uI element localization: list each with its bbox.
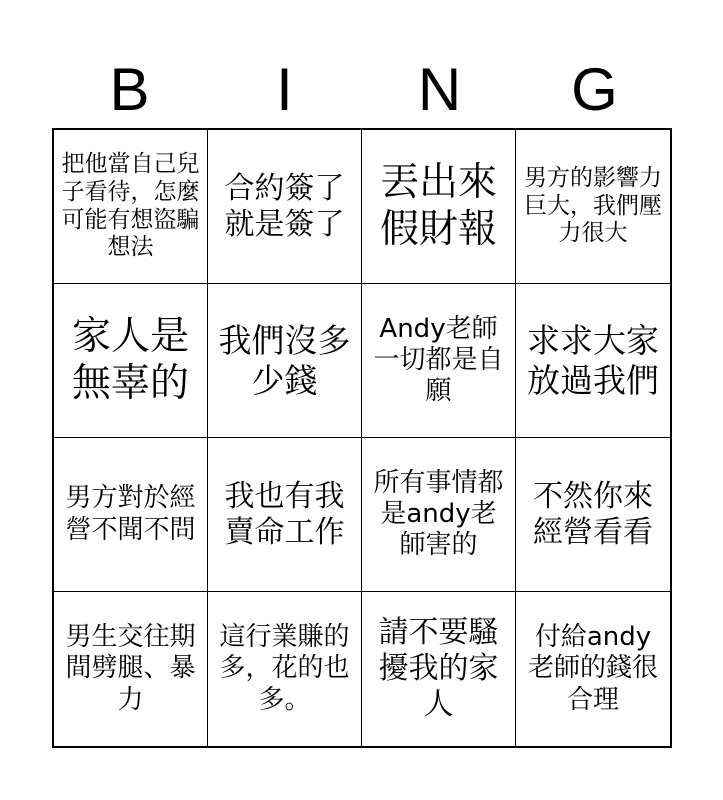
bingo-cell-text: 付給andy老師的錢很合理	[527, 622, 658, 715]
bingo-cell-text: 我們沒多少錢	[218, 320, 351, 400]
header-letter-i: I	[276, 56, 293, 123]
header-letter-b: B	[109, 56, 150, 123]
bingo-cell-4[interactable]	[516, 130, 670, 284]
bingo-board	[52, 128, 672, 748]
bingo-cell-text: 男方的影響力巨大，我們壓力很大	[524, 165, 662, 247]
bingo-cell-text: 求求大家放過我們	[527, 320, 659, 400]
bingo-cell-text: Andy老師一切都是自願	[373, 313, 504, 407]
bingo-cell-15[interactable]	[362, 592, 516, 746]
bingo-header	[52, 52, 672, 128]
bingo-cell-14[interactable]	[208, 592, 362, 746]
header-letter-n: N	[417, 56, 462, 123]
bingo-cell-text: 不然你來經營看看	[533, 478, 653, 550]
bingo-cell-8[interactable]	[516, 284, 670, 438]
bingo-cell-text: 男生交往期間劈腿、暴力	[65, 622, 196, 715]
bingo-cell-text: 男方對於經營不聞不問	[65, 483, 196, 545]
bingo-cell-1[interactable]	[54, 130, 208, 284]
bingo-cell-7[interactable]	[362, 284, 516, 438]
bingo-cell-10[interactable]	[208, 438, 362, 592]
bingo-cell-9[interactable]	[54, 438, 208, 592]
bingo-cell-12[interactable]	[516, 438, 670, 592]
bingo-cell-5[interactable]	[54, 284, 208, 438]
bingo-cell-text: 把他當自己兒子看待，怎麼可能有想盜騙想法	[61, 151, 200, 261]
bingo-cell-text: 合約簽了就是簽了	[224, 170, 345, 242]
bingo-cell-2[interactable]	[208, 130, 362, 284]
bingo-cell-16[interactable]	[516, 592, 670, 746]
bingo-cell-3[interactable]	[362, 130, 516, 284]
bingo-cell-6[interactable]	[208, 284, 362, 438]
bingo-cell-text: 這行業賺的多，花的也多。	[219, 622, 350, 715]
bingo-cell-text: 家人是無辜的	[71, 313, 189, 406]
bingo-cell-text: 所有事情都是andy老師害的	[373, 467, 504, 561]
header-letter-g: G	[571, 56, 618, 123]
bingo-cell-13[interactable]	[54, 592, 208, 746]
bingo-cell-text: 我也有我賣命工作	[224, 478, 345, 550]
bingo-cell-text: 請不要騷擾我的家人	[378, 615, 499, 722]
bingo-cell-text: 丟出來假財報	[379, 159, 497, 252]
bingo-cell-11[interactable]	[362, 438, 516, 592]
